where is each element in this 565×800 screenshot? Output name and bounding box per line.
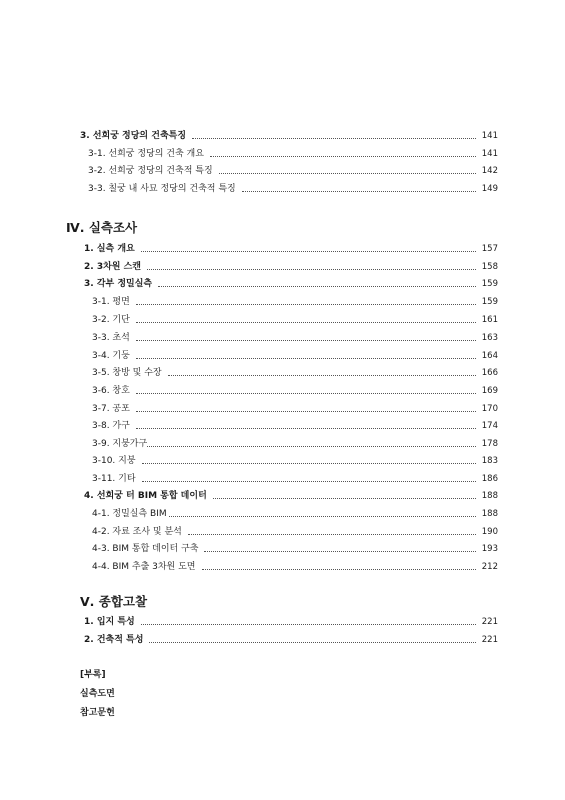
dot-leader <box>141 250 476 252</box>
toc-label: 3-9. 지붕가구 <box>92 439 148 449</box>
toc-page: 188 <box>481 491 498 501</box>
dot-leader <box>142 480 476 482</box>
appendix-item[interactable]: 참고문헌 <box>80 708 115 718</box>
toc-row[interactable] <box>92 367 498 379</box>
toc-row[interactable] <box>84 278 498 290</box>
toc-label: 3-2. 기단 <box>92 315 130 325</box>
toc-label: 4-4. BIM 추출 3차원 도면 <box>92 562 196 572</box>
toc-row[interactable] <box>92 455 498 467</box>
toc-label: 3-8. 가구 <box>92 421 130 431</box>
toc-row[interactable] <box>88 183 498 195</box>
dot-leader <box>210 155 476 157</box>
toc-row[interactable] <box>92 543 498 555</box>
dot-leader <box>141 623 476 625</box>
toc-row[interactable] <box>92 350 498 362</box>
toc-row[interactable] <box>84 261 498 273</box>
toc-row[interactable] <box>92 385 498 397</box>
toc-row[interactable] <box>92 403 498 415</box>
dot-leader <box>147 445 476 447</box>
section-title[interactable]: Ⅳ. 실측조사 <box>66 220 138 235</box>
dot-leader <box>169 515 476 517</box>
toc-label: 3-3. 칠궁 내 사묘 정당의 건축적 특징 <box>88 184 236 194</box>
toc-page: 186 <box>481 474 498 484</box>
toc-row[interactable] <box>92 420 498 432</box>
toc-page: 169 <box>481 386 498 396</box>
section-title[interactable]: Ⅴ. 종합고찰 <box>80 594 148 609</box>
toc-page: 149 <box>481 184 498 194</box>
dot-leader <box>147 268 476 270</box>
toc-page: 183 <box>481 456 498 466</box>
dot-leader <box>142 462 476 464</box>
toc-page: 188 <box>481 509 498 519</box>
toc-row[interactable] <box>92 473 498 485</box>
toc-row[interactable] <box>88 148 498 160</box>
toc-row[interactable] <box>84 490 498 502</box>
toc-page: 141 <box>481 149 498 159</box>
toc-row[interactable] <box>80 130 498 142</box>
toc-page: 166 <box>481 368 498 378</box>
toc-label: 3-10. 지붕 <box>92 456 136 466</box>
toc-page: 178 <box>481 439 498 449</box>
dot-leader <box>188 533 476 535</box>
toc-label: 1. 실측 개요 <box>84 244 135 254</box>
toc-label: 3-11. 기타 <box>92 474 136 484</box>
toc-label: 3. 선희궁 정당의 건축특징 <box>80 131 187 141</box>
dot-leader <box>136 392 476 394</box>
toc-row[interactable] <box>92 332 498 344</box>
dot-leader <box>168 374 476 376</box>
toc-page: 142 <box>481 166 498 176</box>
toc-page: 157 <box>481 244 498 254</box>
toc-label: 1. 입지 특성 <box>84 617 135 627</box>
dot-leader <box>192 137 476 139</box>
dot-leader <box>149 641 475 643</box>
toc-page: 158 <box>481 262 498 272</box>
dot-leader <box>136 321 476 323</box>
appendix-heading: [부록] <box>80 670 106 680</box>
toc-label: 3-6. 창호 <box>92 386 130 396</box>
toc-label: 3-2. 선희궁 정당의 건축적 특징 <box>88 166 213 176</box>
toc-label: 2. 건축적 특성 <box>84 635 144 645</box>
toc-row[interactable] <box>92 314 498 326</box>
dot-leader <box>136 410 476 412</box>
toc-label: 3-4. 기둥 <box>92 351 130 361</box>
toc-page: 163 <box>481 333 498 343</box>
toc-page: 174 <box>481 421 498 431</box>
toc-label: 4-3. BIM 통합 데이터 구축 <box>92 544 199 554</box>
toc-page: 190 <box>481 527 498 537</box>
toc-row[interactable] <box>84 243 498 255</box>
toc-page: 221 <box>481 635 498 645</box>
toc-page: 193 <box>481 544 498 554</box>
toc-page: 170 <box>481 404 498 414</box>
toc-row[interactable] <box>92 508 498 520</box>
dot-leader <box>136 427 476 429</box>
toc-label: 4-2. 자료 조사 및 분석 <box>92 527 182 537</box>
toc-label: 2. 3차원 스캔 <box>84 262 141 272</box>
dot-leader <box>202 568 476 570</box>
toc-row[interactable] <box>88 165 498 177</box>
toc-page: 161 <box>481 315 498 325</box>
toc-label: 3-3. 초석 <box>92 333 130 343</box>
dot-leader <box>204 550 475 552</box>
toc-row[interactable] <box>92 561 498 573</box>
dot-leader <box>242 190 476 192</box>
toc-label: 3. 각부 정밀실측 <box>84 279 153 289</box>
toc-page: 141 <box>481 131 498 141</box>
toc-page: 164 <box>481 351 498 361</box>
toc-label: 4-1. 정밀실측 BIM <box>92 509 167 519</box>
dot-leader <box>136 303 476 305</box>
toc-row[interactable] <box>84 634 498 646</box>
dot-leader <box>136 357 476 359</box>
toc-page: 221 <box>481 617 498 627</box>
toc-label: 3-1. 평면 <box>92 297 130 307</box>
toc-page: 159 <box>481 297 498 307</box>
dot-leader <box>219 172 476 174</box>
dot-leader <box>158 285 476 287</box>
toc-row[interactable] <box>84 616 498 628</box>
appendix-item[interactable]: 실측도면 <box>80 689 115 699</box>
toc-row[interactable] <box>92 526 498 538</box>
toc-page: 212 <box>481 562 498 572</box>
toc-label: 3-7. 공포 <box>92 404 130 414</box>
dot-leader <box>136 339 476 341</box>
toc-row[interactable] <box>92 438 498 450</box>
toc-label: 3-5. 창방 및 수장 <box>92 368 162 378</box>
toc-row[interactable] <box>92 296 498 308</box>
dot-leader <box>213 497 476 499</box>
toc-page: 159 <box>481 279 498 289</box>
toc-label: 4. 선희궁 터 BIM 통합 데이터 <box>84 491 207 501</box>
toc-label: 3-1. 선희궁 정당의 건축 개요 <box>88 149 204 159</box>
